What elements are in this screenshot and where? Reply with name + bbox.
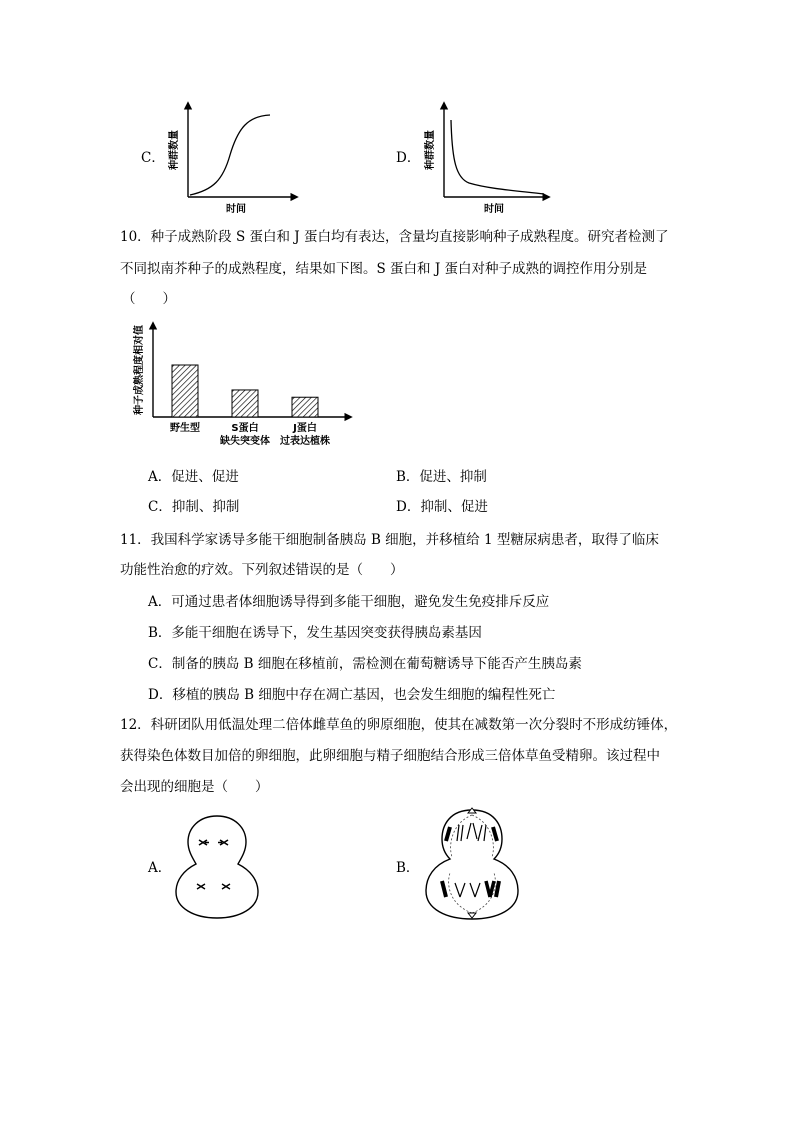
graph-d-xlabel: 时间	[484, 204, 504, 215]
q12-stem-line3: 会出现的细胞是（ ）	[120, 779, 269, 795]
category-label-2: 缺失突变体	[220, 436, 270, 447]
graph-c-ylabel: 种群数量	[169, 130, 180, 170]
bar-2	[232, 390, 258, 417]
graph-d-ylabel: 种群数量	[425, 130, 436, 170]
q12-stem-line2: 获得染色体数目加倍的卵细胞，此卵细胞与精子细胞结合形成三倍体草鱼受精卵。该过程中	[120, 748, 660, 764]
bar-3	[292, 397, 318, 417]
category-label-1: 野生型	[170, 423, 200, 434]
q10-stem-line1: 10．种子成熟阶段 S 蛋白和 J 蛋白均有表达，含量均直接影响种子成熟程度。研究者检测了	[120, 229, 669, 245]
cell-membrane	[426, 810, 518, 919]
q10-option-a[interactable]: A．促进、促进	[148, 469, 239, 485]
q12-cell-b-diagram	[422, 805, 522, 925]
q11-option-a[interactable]: A．可通过患者体细胞诱导得到多能干细胞，避免发生免疫排斥反应	[148, 594, 550, 610]
q12-cell-a-diagram	[172, 810, 262, 922]
q12-option-b-label[interactable]: B．	[396, 860, 420, 876]
graph-d-decline-curve	[424, 100, 554, 216]
q12-stem-line1: 12．科研团队用低温处理二倍体雌草鱼的卵原细胞，使其在减数第一次分裂时不形成纺锤体，	[120, 717, 678, 733]
chart-ylabel: 种子成熟程度相对值	[134, 325, 145, 415]
q11-stem-line1: 11．我国科学家诱导多能干细胞制备胰岛 B 细胞，并移植给 1 型糖尿病患者，取得了临床	[120, 532, 659, 548]
q10-option-d[interactable]: D．抑制、促进	[396, 499, 488, 515]
category-label-3: J蛋白	[293, 423, 317, 434]
q11-option-d[interactable]: D．移植的胰岛 B 细胞中存在凋亡基因，也会发生细胞的编程性死亡	[148, 687, 556, 703]
q11-option-b[interactable]: B．多能干细胞在诱导下，发生基因突变获得胰岛素基因	[148, 625, 482, 641]
option-c-label: C．	[141, 150, 165, 166]
q10-bar-chart	[128, 320, 358, 454]
chart-bars	[172, 365, 318, 417]
cell-membrane	[176, 816, 258, 918]
decline-curve-line	[451, 120, 544, 194]
q10-stem-line2: 不同拟南芥种子的成熟程度，结果如下图。S 蛋白和 J 蛋白对种子成熟的调控作用分别是	[120, 261, 648, 277]
s-curve-line	[190, 115, 270, 195]
q10-option-c[interactable]: C．抑制、抑制	[148, 499, 240, 515]
category-label-3: 过表达植株	[280, 436, 330, 447]
graph-c-xlabel: 时间	[226, 204, 246, 215]
q10-stem-line3: （ ）	[122, 291, 176, 307]
bar-1	[172, 365, 198, 417]
q12-option-a-label[interactable]: A．	[148, 860, 172, 876]
option-d-label: D．	[396, 150, 421, 166]
q11-stem-line2: 功能性治愈的疗效。下列叙述错误的是（ ）	[120, 562, 404, 578]
graph-c-s-curve	[168, 100, 303, 216]
chart-category-labels	[170, 421, 330, 447]
q10-option-b[interactable]: B．促进、抑制	[396, 469, 487, 485]
q11-option-c[interactable]: C．制备的胰岛 B 细胞在移植前，需检测在葡萄糖诱导下能否产生胰岛素	[148, 656, 582, 672]
category-label-2: S蛋白	[231, 423, 259, 434]
